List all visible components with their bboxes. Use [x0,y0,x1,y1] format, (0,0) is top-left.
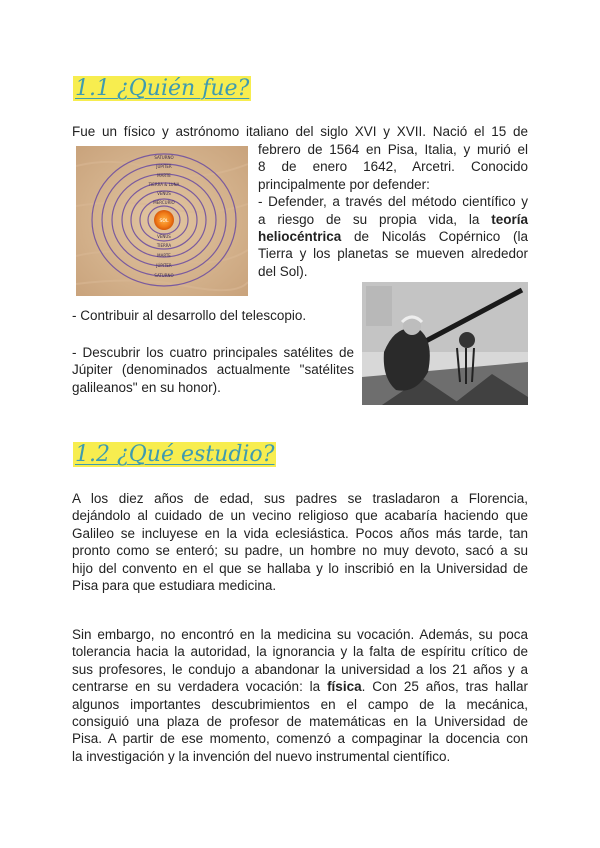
text-line [72,678,528,695]
text-line: consiguió una plaza de profesor de matemáticas en la Universidad de [72,714,528,730]
svg-text:TIERRA: TIERRA [156,243,172,248]
telescope-illustration [362,282,528,405]
text-span: . Con 25 años, tras hallar [361,679,528,695]
text-line: - Defender, a través del método científico y [258,194,528,210]
galileo-telescope-image [362,282,528,405]
bold-term: teoría [491,211,528,227]
solar-system-illustration [76,146,248,296]
text-line: sus profesores, le condujo a abandonar la universidad a los 21 años y a [72,661,528,677]
text-span: de Nicolás Copérnico (la [341,229,528,245]
text-line: febrero de 1564 en Pisa, Italia, y murió el [258,142,528,157]
svg-text:TIERRA & LUNA: TIERRA & LUNA [148,182,180,187]
svg-text:SATURNO: SATURNO [154,273,174,278]
text-line: Pisa. A partir de ese momento, comenzó a compaginar la docencia con [72,731,528,747]
intro-line [72,123,528,140]
text-line: - Contribuir al desarrollo del telescopio. [72,308,307,323]
heliocentric-diagram-image [76,146,248,296]
text-line: 8 de enero 1642, Arcetri. Conocido [258,159,528,175]
text-line: algunos importantes descubrimientos en el campo de la mecánica, [72,696,528,712]
svg-text:VENUS: VENUS [157,234,171,239]
text-line: hijo del convento en el que se hallaba y lo inscribió en la Universidad de [72,560,528,576]
text-line: A los diez años de edad, sus padres se trasladaron a Florencia, [72,491,528,506]
text-line: del Sol). [258,263,308,279]
svg-text:VENUS: VENUS [157,191,171,196]
text-line: Fue un físico y astrónomo italiano del siglo XVI y XVII. Nació el 15 de [72,124,528,139]
text-line: - Descubrir los cuatro principales satélites de [72,345,354,360]
section-2-title: 1.2 ¿Qué estudio? [75,442,275,467]
bold-term: heliocéntrica [258,229,342,245]
svg-text:JÚPITER: JÚPITER [156,263,172,268]
text-line: principalmente por defender: [258,176,430,192]
svg-text:MARTE: MARTE [157,173,171,178]
bullet-telescope [72,307,352,324]
svg-text:MARTE: MARTE [157,253,171,258]
svg-text:JÚPITER: JÚPITER [156,164,172,169]
text-span: centrarse en su verdadera vocación: la [72,679,321,695]
text-line: pronto como se enteró; su padre, un hombre no muy devoto, sacó a su [72,543,528,559]
text-line: la investigación y la invención del nuevo instrumental científico. [72,748,451,764]
paragraph-1 [72,490,528,594]
text-line: Galileo se incluyese en la vida eclesiástica. Pocos años más tarde, tan [72,525,528,541]
bullet-jupiter [72,344,354,396]
svg-text:MERCURIO: MERCURIO [153,200,175,205]
text-line: tolerancia hacia la autoridad, la ignorancia y la falta de espíritu crítico de [72,644,528,660]
section-2-heading [72,438,277,472]
bold-term: física [327,679,362,695]
text-line: Tierra y los planetas se mueven alrededor [258,246,528,262]
text-line: Pisa para que estudiara medicina. [72,578,277,594]
section-1-heading [72,72,252,106]
svg-text:SATURNO: SATURNO [154,155,174,160]
text-line: Júpiter (denominados actualmente "satélites [72,362,354,378]
paragraph-2 [72,626,528,765]
biography-column [258,141,528,280]
text-line [258,211,528,228]
text-line [258,228,528,245]
text-line: Sin embargo, no encontró en la medicina su vocación. Además, su poca [72,627,528,642]
text-line: galileanos" en su honor). [72,379,221,395]
text-line: dejándolo al cuidado de un vecino religioso que acabaría haciendo que [72,508,528,524]
svg-text:SOL: SOL [159,219,169,224]
text-span: a riesgo de su propia vida, la [258,211,480,227]
section-1-title: 1.1 ¿Quién fue? [75,76,250,101]
